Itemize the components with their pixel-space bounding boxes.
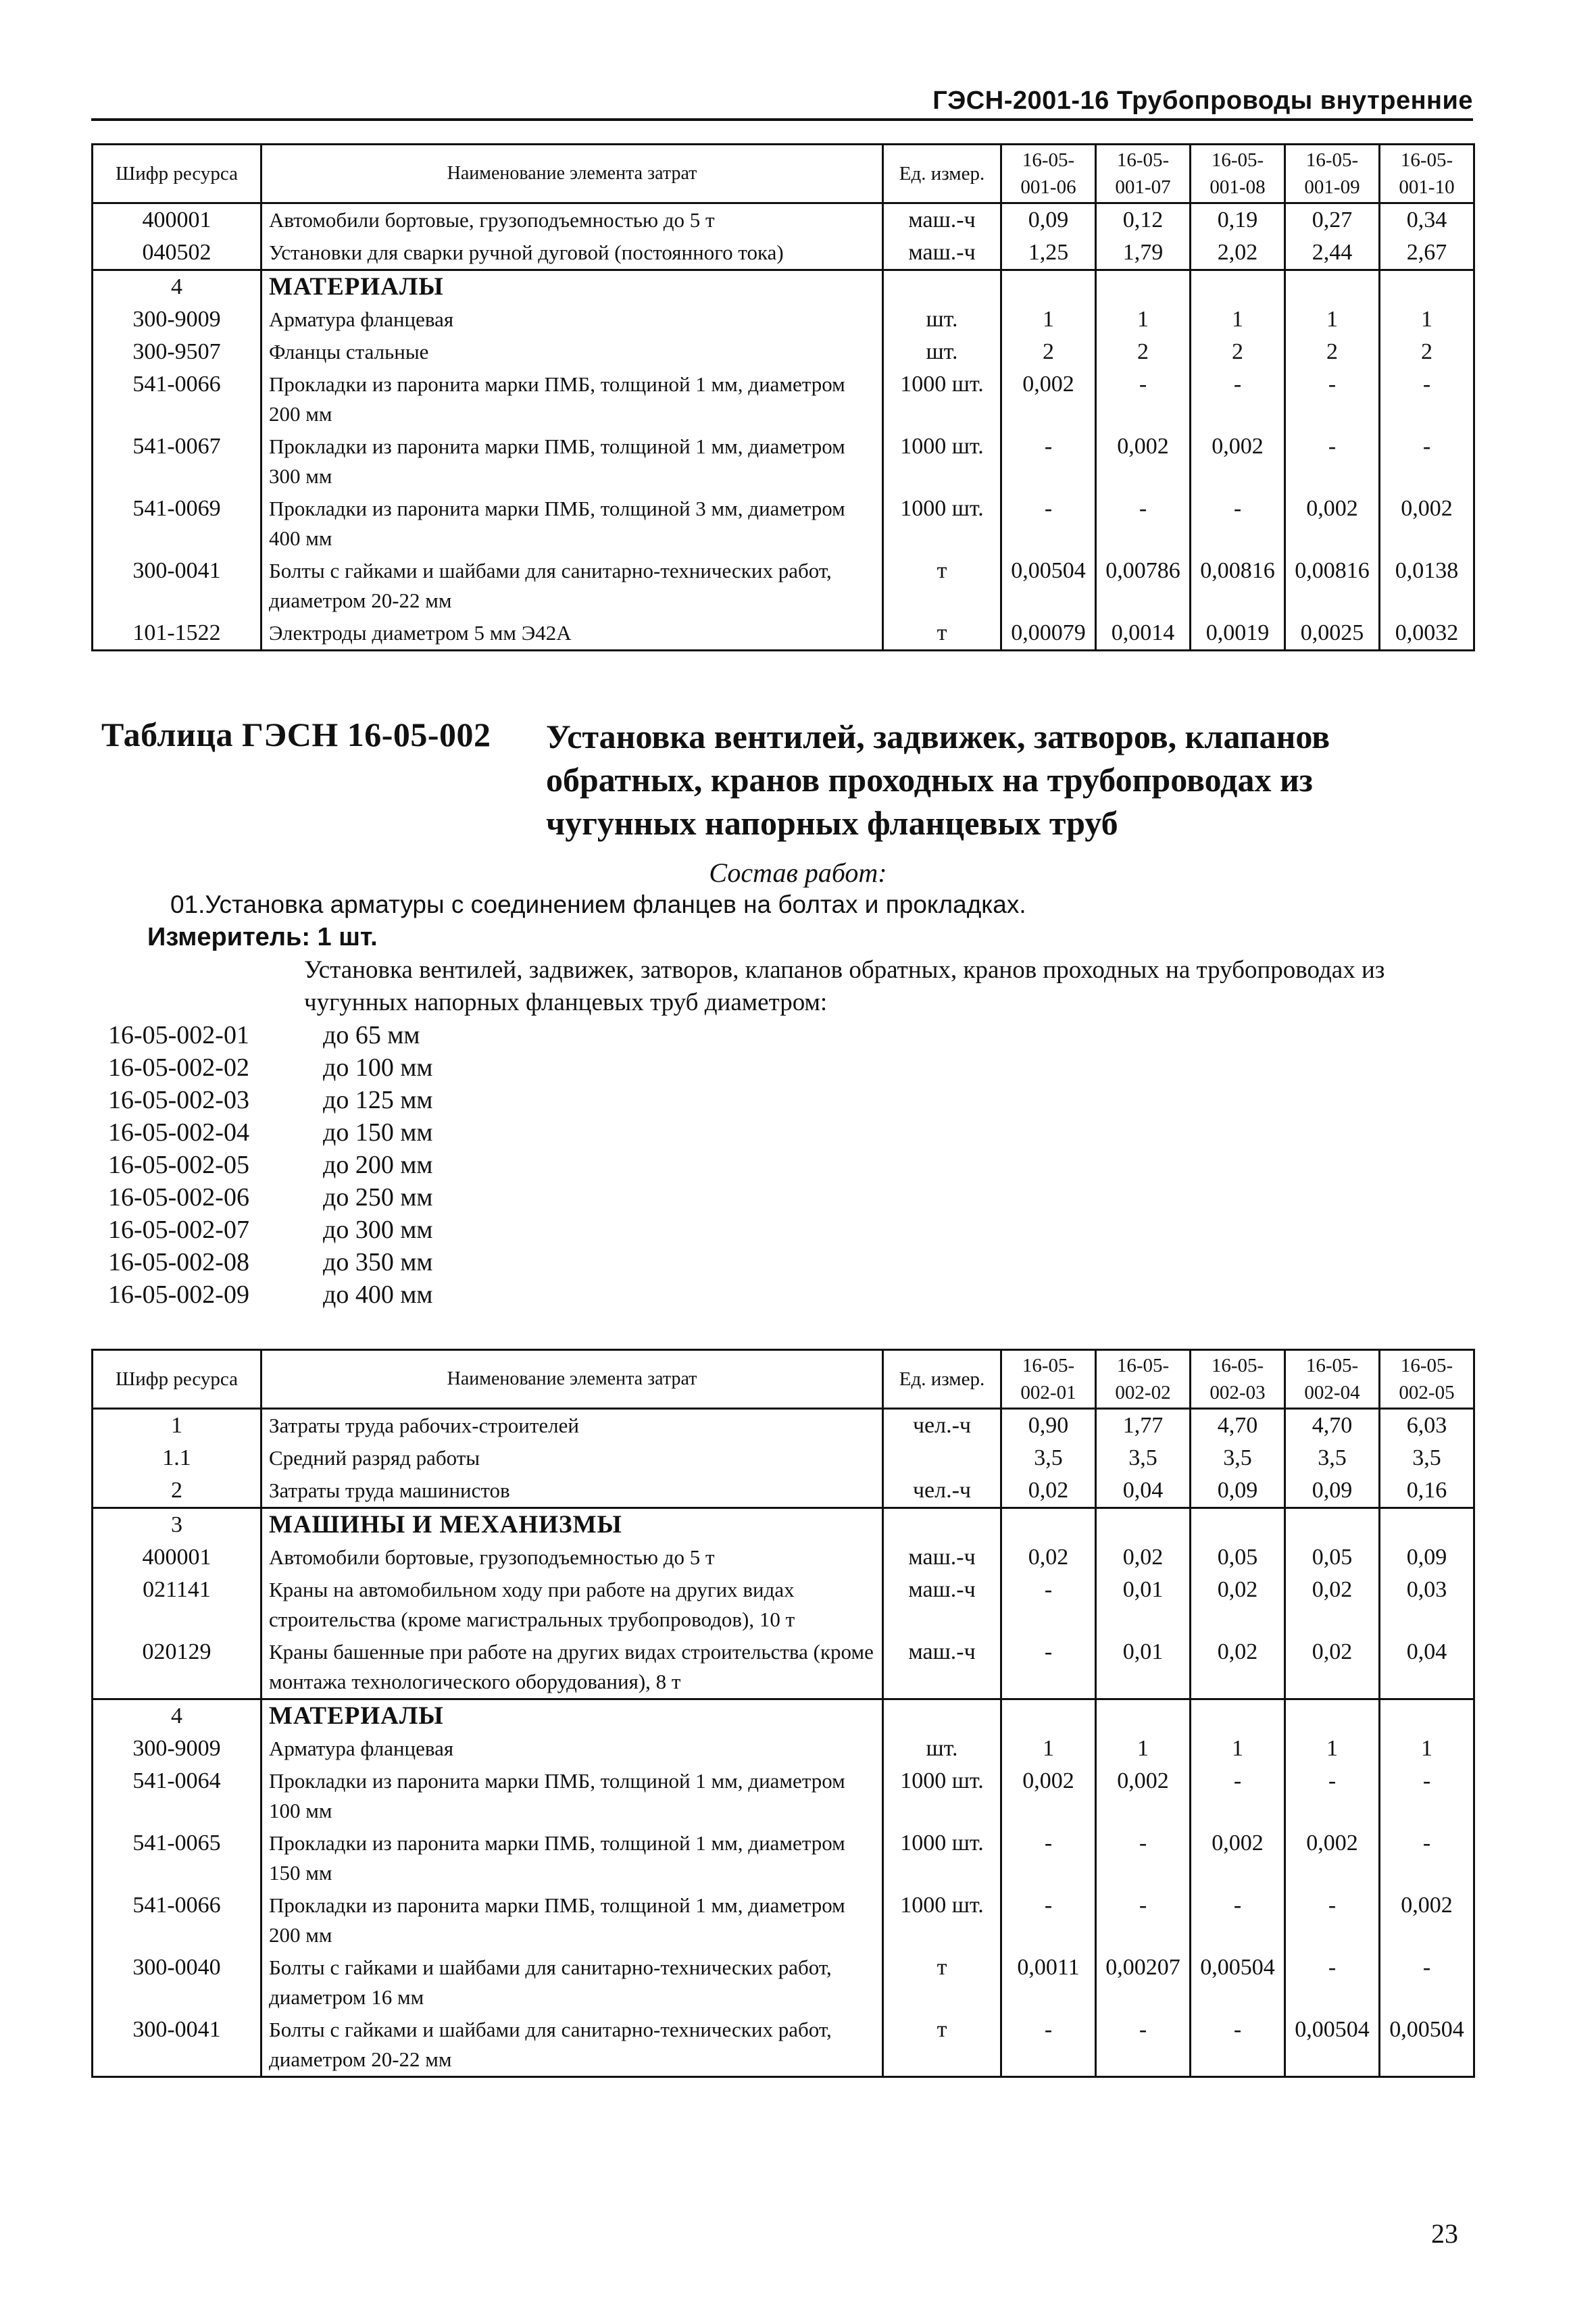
table-label: Таблица ГЭСН 16-05-002: [101, 716, 491, 753]
value-cell: 0,002: [1380, 493, 1474, 555]
value-cell: 0,02: [1001, 1474, 1096, 1508]
cost-element-name: Болты с гайками и шайбами для санитарно-технических работ, диаметром 16 мм: [261, 1951, 883, 2014]
value-cell: 4,70: [1191, 1409, 1285, 1443]
table-row: [93, 1765, 1474, 1827]
value-cell: [1001, 1699, 1096, 1733]
section-title: МАТЕРИАЛЫ: [261, 1699, 883, 1733]
cost-element-name: Краны на автомобильном ходу при работе на других видах строительства (кроме магистральных трубопроводов), 10 т: [261, 1574, 883, 1636]
value-cell: 0,00786: [1096, 555, 1191, 617]
cost-element-name: Установки для сварки ручной дуговой (постоянного тока): [261, 237, 883, 270]
resource-code: 541-0064: [93, 1765, 261, 1827]
unit-cell: т: [883, 555, 1001, 617]
value-cell: 0,0014: [1096, 617, 1191, 651]
unit-cell: шт.: [883, 336, 1001, 368]
value-cell: 3,5: [1001, 1442, 1096, 1474]
table-row: [93, 203, 1474, 237]
value-cell: 0,00504: [1191, 1951, 1285, 2014]
resource-code: 300-9009: [93, 303, 261, 336]
value-cell: [1096, 1699, 1191, 1733]
value-cell: 3,5: [1380, 1442, 1474, 1474]
value-cell: 1: [1380, 1733, 1474, 1765]
unit-cell: шт.: [883, 303, 1001, 336]
unit-cell: чел.-ч: [883, 1409, 1001, 1443]
value-cell: 1: [1191, 303, 1285, 336]
value-cell: -: [1001, 430, 1096, 493]
column-header: 16-05-002-05: [1380, 1350, 1474, 1409]
value-cell: -: [1001, 1636, 1096, 1699]
variant-item: [108, 1181, 432, 1214]
unit-cell: т: [883, 2014, 1001, 2077]
value-cell: -: [1380, 1827, 1474, 1889]
variant-diameter: до 65 мм: [323, 1021, 420, 1049]
value-cell: 1: [1380, 303, 1474, 336]
value-cell: 0,00504: [1285, 2014, 1380, 2077]
value-cell: 0,002: [1096, 430, 1191, 493]
variant-diameter: до 350 мм: [323, 1248, 433, 1276]
resource-code: 541-0065: [93, 1827, 261, 1889]
column-header: 16-05-002-03: [1191, 1350, 1285, 1409]
cost-element-name: Средний разряд работы: [261, 1442, 883, 1474]
value-cell: [1001, 1508, 1096, 1542]
value-cell: 0,002: [1096, 1765, 1191, 1827]
value-cell: [1380, 1699, 1474, 1733]
unit-cell: [883, 1508, 1001, 1542]
variant-code: 16-05-002-01: [108, 1021, 249, 1049]
value-cell: 1,77: [1096, 1409, 1191, 1443]
column-header: Ед. измер.: [883, 145, 1001, 203]
table-row: [93, 1442, 1474, 1474]
table-row: [93, 1574, 1474, 1636]
cost-element-name: Прокладки из паронита марки ПМБ, толщиной 1 мм, диаметром 200 мм: [261, 368, 883, 430]
resource-table-1: [91, 143, 1475, 651]
value-cell: 0,05: [1191, 1541, 1285, 1574]
value-cell: 0,0019: [1191, 617, 1285, 651]
cost-element-name: Болты с гайками и шайбами для санитарно-технических работ, диаметром 20-22 мм: [261, 2014, 883, 2077]
value-cell: 0,02: [1191, 1574, 1285, 1636]
resource-code: 300-0041: [93, 2014, 261, 2077]
table-row: [93, 430, 1474, 493]
value-cell: 0,09: [1001, 203, 1096, 237]
table-description: Установка вентилей, задвижек, затворов, клапанов обратных, кранов проходных на трубопроводах из чугунных напорных фланцевых труб диаметром:: [304, 956, 1385, 1016]
value-cell: 1: [1096, 1733, 1191, 1765]
value-cell: 0,0138: [1380, 555, 1474, 617]
value-cell: 1: [1191, 1733, 1285, 1765]
cost-element-name: Прокладки из паронита марки ПМБ, толщиной 1 мм, диаметром 150 мм: [261, 1827, 883, 1889]
variant-code: 16-05-002-04: [108, 1118, 249, 1147]
unit-cell: маш.-ч: [883, 1636, 1001, 1699]
resource-code: 4: [93, 1699, 261, 1733]
value-cell: 2,44: [1285, 237, 1380, 270]
value-cell: 0,27: [1285, 203, 1380, 237]
column-header: 16-05-001-08: [1191, 145, 1285, 203]
value-cell: 2: [1001, 336, 1096, 368]
composition-heading: Состав работ:: [709, 857, 887, 888]
cost-element-name: Затраты труда рабочих-строителей: [261, 1409, 883, 1443]
page-number: 23: [1431, 2218, 1458, 2249]
value-cell: 0,002: [1285, 1827, 1380, 1889]
value-cell: 0,00207: [1096, 1951, 1191, 2014]
value-cell: 0,01: [1096, 1636, 1191, 1699]
value-cell: 0,09: [1285, 1474, 1380, 1508]
cost-element-name: Прокладки из паронита марки ПМБ, толщиной 1 мм, диаметром 300 мм: [261, 430, 883, 493]
value-cell: -: [1001, 1827, 1096, 1889]
cost-element-name: Затраты труда машинистов: [261, 1474, 883, 1508]
value-cell: 0,00816: [1285, 555, 1380, 617]
value-cell: 2: [1191, 336, 1285, 368]
unit-cell: 1000 шт.: [883, 1889, 1001, 1951]
column-header: 16-05-002-01: [1001, 1350, 1096, 1409]
value-cell: 2: [1285, 336, 1380, 368]
value-cell: -: [1285, 1889, 1380, 1951]
variant-diameter: до 300 мм: [323, 1216, 433, 1244]
value-cell: -: [1191, 1765, 1285, 1827]
value-cell: 3,5: [1096, 1442, 1191, 1474]
unit-cell: маш.-ч: [883, 1574, 1001, 1636]
table-row: [93, 303, 1474, 336]
value-cell: 0,02: [1191, 1636, 1285, 1699]
column-header: 16-05-002-02: [1096, 1350, 1191, 1409]
variant-code: 16-05-002-03: [108, 1086, 249, 1114]
table-row: [93, 617, 1474, 651]
value-cell: 2,67: [1380, 237, 1474, 270]
value-cell: 1: [1285, 1733, 1380, 1765]
value-cell: -: [1285, 1765, 1380, 1827]
value-cell: -: [1285, 1951, 1380, 2014]
variant-item: [108, 1149, 432, 1181]
value-cell: 0,002: [1285, 493, 1380, 555]
resource-code: 300-0040: [93, 1951, 261, 2014]
variant-code: 16-05-002-09: [108, 1280, 249, 1309]
unit-cell: 1000 шт.: [883, 493, 1001, 555]
resource-code: 300-9507: [93, 336, 261, 368]
value-cell: 0,19: [1191, 203, 1285, 237]
value-cell: 2: [1380, 336, 1474, 368]
value-cell: [1001, 270, 1096, 304]
cost-element-name: Электроды диаметром 5 мм Э42А: [261, 617, 883, 651]
value-cell: 0,04: [1380, 1636, 1474, 1699]
table-row: [93, 1827, 1474, 1889]
value-cell: -: [1380, 430, 1474, 493]
resource-code: 400001: [93, 203, 261, 237]
value-cell: 0,002: [1001, 1765, 1096, 1827]
value-cell: 3,5: [1191, 1442, 1285, 1474]
value-cell: 3,5: [1285, 1442, 1380, 1474]
value-cell: -: [1096, 1889, 1191, 1951]
table-row: [93, 1409, 1474, 1443]
resource-code: 541-0066: [93, 368, 261, 430]
variant-diameter: до 200 мм: [323, 1151, 433, 1179]
table-row: [93, 1541, 1474, 1574]
value-cell: 0,02: [1285, 1574, 1380, 1636]
column-header: 16-05-001-06: [1001, 145, 1096, 203]
unit-cell: 1000 шт.: [883, 430, 1001, 493]
value-cell: -: [1096, 2014, 1191, 2077]
value-cell: 0,002: [1191, 1827, 1285, 1889]
table-header-row: [93, 1350, 1474, 1409]
value-cell: 1: [1001, 1733, 1096, 1765]
variant-item: [108, 1084, 432, 1116]
value-cell: -: [1001, 1889, 1096, 1951]
table-row: [93, 2014, 1474, 2077]
variant-item: [108, 1214, 432, 1246]
column-header: 16-05-001-07: [1096, 145, 1191, 203]
variant-diameter: до 100 мм: [323, 1053, 433, 1082]
value-cell: -: [1285, 430, 1380, 493]
value-cell: 6,03: [1380, 1409, 1474, 1443]
value-cell: 1,79: [1096, 237, 1191, 270]
value-cell: 0,00504: [1380, 2014, 1474, 2077]
value-cell: 0,0032: [1380, 617, 1474, 651]
unit-cell: маш.-ч: [883, 237, 1001, 270]
table-row: [93, 1889, 1474, 1951]
unit-cell: 1000 шт.: [883, 1827, 1001, 1889]
value-cell: [1285, 1508, 1380, 1542]
column-header: Наименование элемента затрат: [261, 1350, 883, 1409]
column-header: 16-05-001-09: [1285, 145, 1380, 203]
cost-element-name: Фланцы стальные: [261, 336, 883, 368]
value-cell: 2,02: [1191, 237, 1285, 270]
cost-element-name: Прокладки из паронита марки ПМБ, толщиной 3 мм, диаметром 400 мм: [261, 493, 883, 555]
table-row: [93, 368, 1474, 430]
resource-code: 541-0069: [93, 493, 261, 555]
column-header: 16-05-001-10: [1380, 145, 1474, 203]
value-cell: 0,09: [1191, 1474, 1285, 1508]
variant-code: 16-05-002-08: [108, 1248, 249, 1276]
unit-cell: маш.-ч: [883, 203, 1001, 237]
unit-cell: [883, 1699, 1001, 1733]
table-header-row: [93, 145, 1474, 203]
table-row: [93, 336, 1474, 368]
value-cell: 0,002: [1001, 368, 1096, 430]
variant-item: [108, 1246, 432, 1278]
resource-code: 4: [93, 270, 261, 304]
resource-code: 101-1522: [93, 617, 261, 651]
section-title: МАТЕРИАЛЫ: [261, 270, 883, 304]
resource-code: 040502: [93, 237, 261, 270]
resource-code: 300-0041: [93, 555, 261, 617]
value-cell: 0,16: [1380, 1474, 1474, 1508]
variant-diameter: до 400 мм: [323, 1280, 433, 1309]
value-cell: -: [1191, 493, 1285, 555]
section-row: [93, 1508, 1474, 1542]
resource-code: 541-0066: [93, 1889, 261, 1951]
composition-item: 01.Установка арматуры с соединением фланцев на болтах и прокладках.: [170, 891, 1026, 918]
unit-cell: 1000 шт.: [883, 368, 1001, 430]
value-cell: 0,00816: [1191, 555, 1285, 617]
variant-code: 16-05-002-05: [108, 1151, 249, 1179]
variant-diameter: до 125 мм: [323, 1086, 433, 1114]
running-header: ГЭСН-2001-16 Трубопроводы внутренние: [91, 86, 1473, 121]
table-row: [93, 237, 1474, 270]
table-row: [93, 1733, 1474, 1765]
value-cell: [1096, 270, 1191, 304]
column-header: 16-05-002-04: [1285, 1350, 1380, 1409]
value-cell: 0,02: [1096, 1541, 1191, 1574]
value-cell: 0,03: [1380, 1574, 1474, 1636]
resource-code: 400001: [93, 1541, 261, 1574]
cost-element-name: Арматура фланцевая: [261, 303, 883, 336]
value-cell: 0,00079: [1001, 617, 1096, 651]
unit-cell: чел.-ч: [883, 1474, 1001, 1508]
table-title: Установка вентилей, задвижек, затворов, клапанов обратных, кранов проходных на трубопроводах из чугунных напорных фланцевых труб: [546, 718, 1330, 842]
value-cell: -: [1001, 493, 1096, 555]
value-cell: 0,02: [1001, 1541, 1096, 1574]
cost-element-name: Автомобили бортовые, грузоподъемностью до 5 т: [261, 203, 883, 237]
section-row: [93, 1699, 1474, 1733]
unit-cell: т: [883, 1951, 1001, 2014]
cost-element-name: Автомобили бортовые, грузоподъемностью до 5 т: [261, 1541, 883, 1574]
value-cell: [1191, 1699, 1285, 1733]
value-cell: 0,0011: [1001, 1951, 1096, 2014]
table-row: [93, 1951, 1474, 2014]
resource-table-2: [91, 1349, 1475, 2078]
unit-cell: шт.: [883, 1733, 1001, 1765]
variant-item: [108, 1116, 432, 1149]
resource-code: 020129: [93, 1636, 261, 1699]
value-cell: 0,002: [1380, 1889, 1474, 1951]
value-cell: -: [1285, 368, 1380, 430]
value-cell: [1191, 270, 1285, 304]
value-cell: -: [1001, 1574, 1096, 1636]
resource-code: 3: [93, 1508, 261, 1542]
value-cell: 0,12: [1096, 203, 1191, 237]
value-cell: 0,04: [1096, 1474, 1191, 1508]
unit-cell: т: [883, 617, 1001, 651]
value-cell: 0,02: [1285, 1636, 1380, 1699]
value-cell: 0,00504: [1001, 555, 1096, 617]
value-cell: 4,70: [1285, 1409, 1380, 1443]
value-cell: -: [1191, 368, 1285, 430]
column-header: Ед. измер.: [883, 1350, 1001, 1409]
resource-code: 2: [93, 1474, 261, 1508]
unit-cell: 1000 шт.: [883, 1765, 1001, 1827]
value-cell: [1285, 1699, 1380, 1733]
column-header: Шифр ресурса: [93, 145, 261, 203]
meter-label: Измеритель: 1 шт.: [147, 923, 378, 951]
column-header: Шифр ресурса: [93, 1350, 261, 1409]
value-cell: 1: [1285, 303, 1380, 336]
variant-code: 16-05-002-06: [108, 1183, 249, 1212]
value-cell: -: [1096, 493, 1191, 555]
section-title: МАШИНЫ И МЕХАНИЗМЫ: [261, 1508, 883, 1542]
unit-cell: [883, 1442, 1001, 1474]
value-cell: -: [1380, 1951, 1474, 2014]
variant-code: 16-05-002-07: [108, 1216, 249, 1244]
cost-element-name: Прокладки из паронита марки ПМБ, толщиной 1 мм, диаметром 200 мм: [261, 1889, 883, 1951]
resource-code: 1: [93, 1409, 261, 1443]
value-cell: 0,90: [1001, 1409, 1096, 1443]
value-cell: -: [1380, 1765, 1474, 1827]
resource-code: 300-9009: [93, 1733, 261, 1765]
table-row: [93, 1474, 1474, 1508]
value-cell: 0,0025: [1285, 617, 1380, 651]
cost-element-name: Болты с гайками и шайбами для санитарно-технических работ, диаметром 20-22 мм: [261, 555, 883, 617]
variant-diameter: до 150 мм: [323, 1118, 433, 1147]
value-cell: [1380, 270, 1474, 304]
value-cell: 0,09: [1380, 1541, 1474, 1574]
table-row: [93, 493, 1474, 555]
value-cell: [1285, 270, 1380, 304]
value-cell: 0,05: [1285, 1541, 1380, 1574]
resource-code: 1.1: [93, 1442, 261, 1474]
section-row: [93, 270, 1474, 304]
table-row: [93, 555, 1474, 617]
cost-element-name: Арматура фланцевая: [261, 1733, 883, 1765]
resource-code: 021141: [93, 1574, 261, 1636]
value-cell: -: [1096, 368, 1191, 430]
table-row: [93, 1636, 1474, 1699]
value-cell: 1: [1001, 303, 1096, 336]
value-cell: -: [1096, 1827, 1191, 1889]
value-cell: -: [1001, 2014, 1096, 2077]
value-cell: [1096, 1508, 1191, 1542]
variant-item: [108, 1278, 432, 1311]
value-cell: 2: [1096, 336, 1191, 368]
unit-cell: маш.-ч: [883, 1541, 1001, 1574]
variant-code: 16-05-002-02: [108, 1053, 249, 1082]
value-cell: 0,34: [1380, 203, 1474, 237]
value-cell: -: [1191, 1889, 1285, 1951]
resource-code: 541-0067: [93, 430, 261, 493]
cost-element-name: Краны башенные при работе на других видах строительства (кроме монтажа технологического оборудования), 8 т: [261, 1636, 883, 1699]
value-cell: 1,25: [1001, 237, 1096, 270]
value-cell: -: [1380, 368, 1474, 430]
value-cell: [1380, 1508, 1474, 1542]
column-header: Наименование элемента затрат: [261, 145, 883, 203]
value-cell: 0,002: [1191, 430, 1285, 493]
value-cell: 0,01: [1096, 1574, 1191, 1636]
variant-item: [108, 1051, 432, 1084]
unit-cell: [883, 270, 1001, 304]
value-cell: 1: [1096, 303, 1191, 336]
variant-diameter: до 250 мм: [323, 1183, 433, 1212]
cost-element-name: Прокладки из паронита марки ПМБ, толщиной 1 мм, диаметром 100 мм: [261, 1765, 883, 1827]
value-cell: [1191, 1508, 1285, 1542]
variant-item: [108, 1019, 420, 1051]
value-cell: -: [1191, 2014, 1285, 2077]
